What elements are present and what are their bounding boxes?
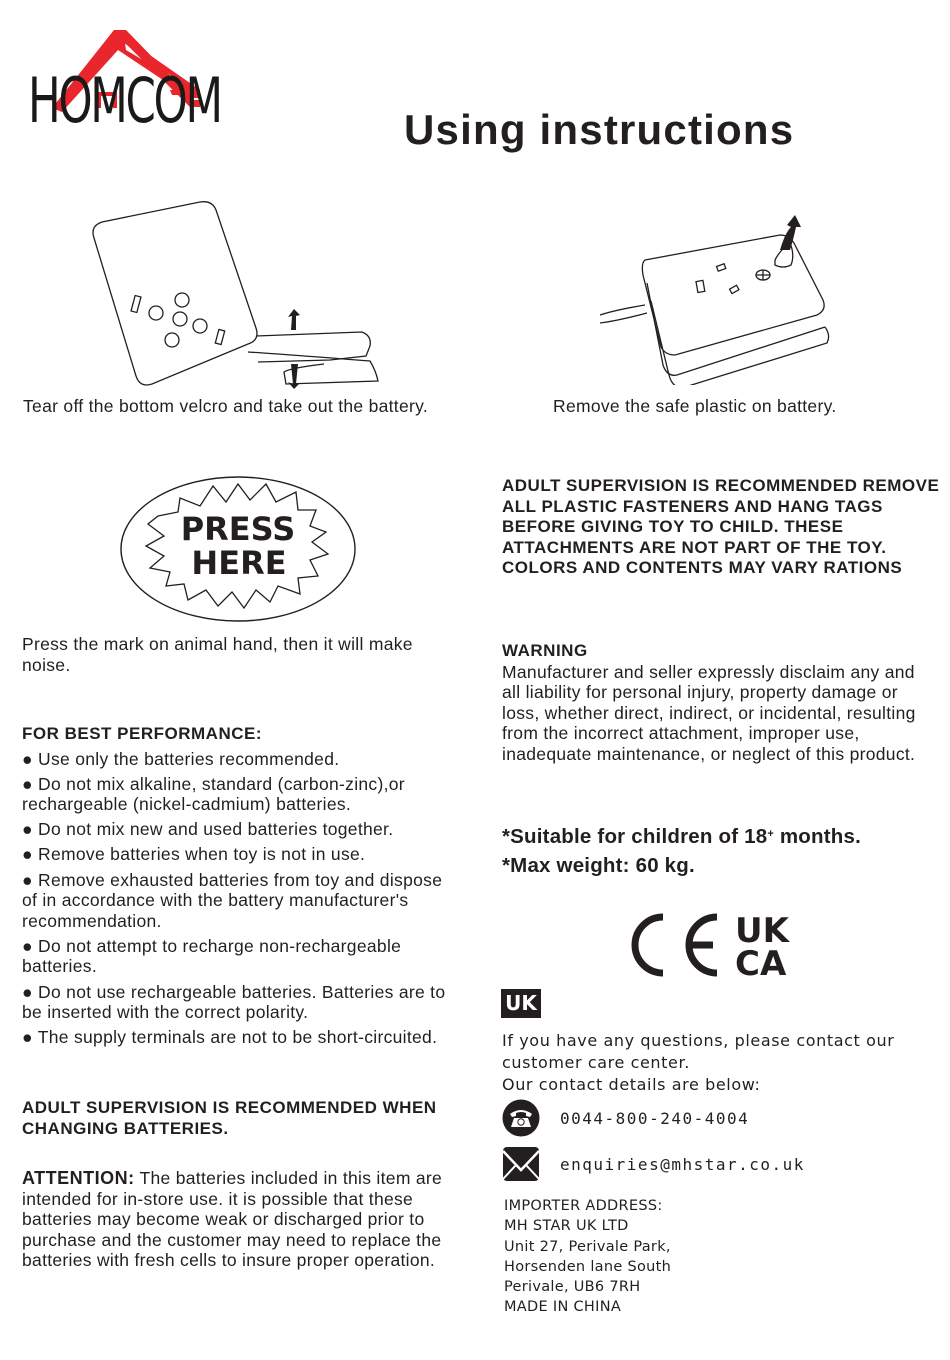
- bullet-icon: ●: [22, 935, 33, 956]
- importer-address: IMPORTER ADDRESS: MH STAR UK LTD Unit 27, Perivale Park, Horsenden lane South Perivale, UB6 7RH MADE IN CHINA: [504, 1198, 672, 1316]
- list-item: ● Do not mix new and used batteries together.: [22, 819, 394, 840]
- press-caption: Press the mark on animal hand, then it will make noise.: [22, 634, 413, 675]
- suitability-info: [502, 822, 861, 880]
- warning-text: Manufacturer and seller expressly disclaim any and all liability for personal injury, property damage or loss, whether direct, indirect, or incidental, resulting from the incorrect attachment, improper use, inadequate maintenance, or neglect of this product.: [502, 661, 916, 764]
- press-label: PRESS: [180, 510, 296, 548]
- attention-label: ATTENTION:: [22, 1168, 135, 1188]
- press-here-badge: [118, 474, 358, 624]
- best-performance-section: [22, 724, 462, 1052]
- battery-pack-plastic-tab-illustration: [595, 205, 845, 385]
- max-weight: *Max weight: 60 kg.: [502, 854, 695, 877]
- email-contact: [502, 1145, 805, 1183]
- bullet-icon: ●: [22, 844, 33, 865]
- list-item: ● The supply terminals are not to be short-circuited.: [22, 1027, 438, 1048]
- list-item: ● Do not mix alkaline, standard (carbon-zinc),or rechargeable (nickel-cadmium) batteries.: [22, 773, 405, 815]
- telephone-icon: [502, 1099, 540, 1137]
- age-suitability: *Suitable for children of 18+ months.: [502, 825, 861, 848]
- svg-text:UK: UK: [735, 911, 789, 951]
- bullet-icon: ●: [22, 869, 33, 890]
- brand-name: HOMCOM: [28, 64, 221, 137]
- attention-notice: [22, 1168, 454, 1271]
- svg-text:CA: CA: [735, 944, 787, 984]
- list-item: ● Remove batteries when toy is not in use.: [22, 844, 366, 865]
- list-item: ● Do not use rechargeable batteries. Batteries are to be inserted with the correct polarity.: [22, 981, 446, 1023]
- uk-badge: UK: [501, 989, 541, 1018]
- page-title: Using instructions: [404, 106, 795, 153]
- email-address[interactable]: enquiries@mhstar.co.uk: [560, 1154, 805, 1174]
- phone-number[interactable]: 0044-800-240-4004: [560, 1108, 750, 1128]
- here-label: HERE: [191, 544, 287, 582]
- phone-contact: [502, 1099, 749, 1137]
- bullet-icon: ●: [22, 819, 33, 840]
- step-1-caption: Tear off the bottom velcro and take out the battery.: [23, 396, 429, 416]
- contact-intro: If you have any questions, please contact our customer care center. Our contact details are below:: [502, 1031, 895, 1094]
- warning-heading: WARNING: [502, 641, 588, 660]
- adult-supervision-notice: ADULT SUPERVISION IS RECOMMENDED REMOVE ALL PLASTIC FASTENERS AND HANG TAGS BEFORE GIVING TOY TO CHILD. THESE ATTACHMENTS ARE NOT PART OF THE TOY. COLORS AND CONTENTS MAY VARY RATIONS: [502, 476, 940, 578]
- bullet-icon: ●: [22, 1027, 33, 1048]
- warning-section: [502, 641, 932, 765]
- adult-supervision-changing: ADULT SUPERVISION IS RECOMMENDED WHEN CHANGING BATTERIES.: [22, 1098, 437, 1138]
- bullet-icon: ●: [22, 748, 33, 769]
- bullet-icon: ●: [22, 773, 33, 794]
- best-performance-list: [22, 749, 462, 1048]
- ce-ukca-mark-icon: [625, 905, 825, 985]
- envelope-icon: [502, 1146, 540, 1182]
- attention-text: The batteries included in this item are intended for in-store use. it is possible that these batteries may become weak or discharged prior to purchase and the customer may need to replace the batteries with fresh cells to insure proper operation.: [22, 1168, 443, 1271]
- step-2-caption: Remove the safe plastic on battery.: [553, 396, 837, 416]
- list-item: ● Remove exhausted batteries from toy and dispose of in accordance with the battery manufacturer's recommendation.: [22, 869, 443, 931]
- best-performance-heading: FOR BEST PERFORMANCE:: [22, 724, 262, 743]
- list-item: ● Do not attempt to recharge non-rechargeable batteries.: [22, 935, 402, 977]
- homcom-logo: [22, 22, 221, 182]
- list-item: ● Use only the batteries recommended.: [22, 748, 340, 769]
- battery-box-velcro-illustration: [80, 196, 390, 396]
- bullet-icon: ●: [22, 981, 33, 1002]
